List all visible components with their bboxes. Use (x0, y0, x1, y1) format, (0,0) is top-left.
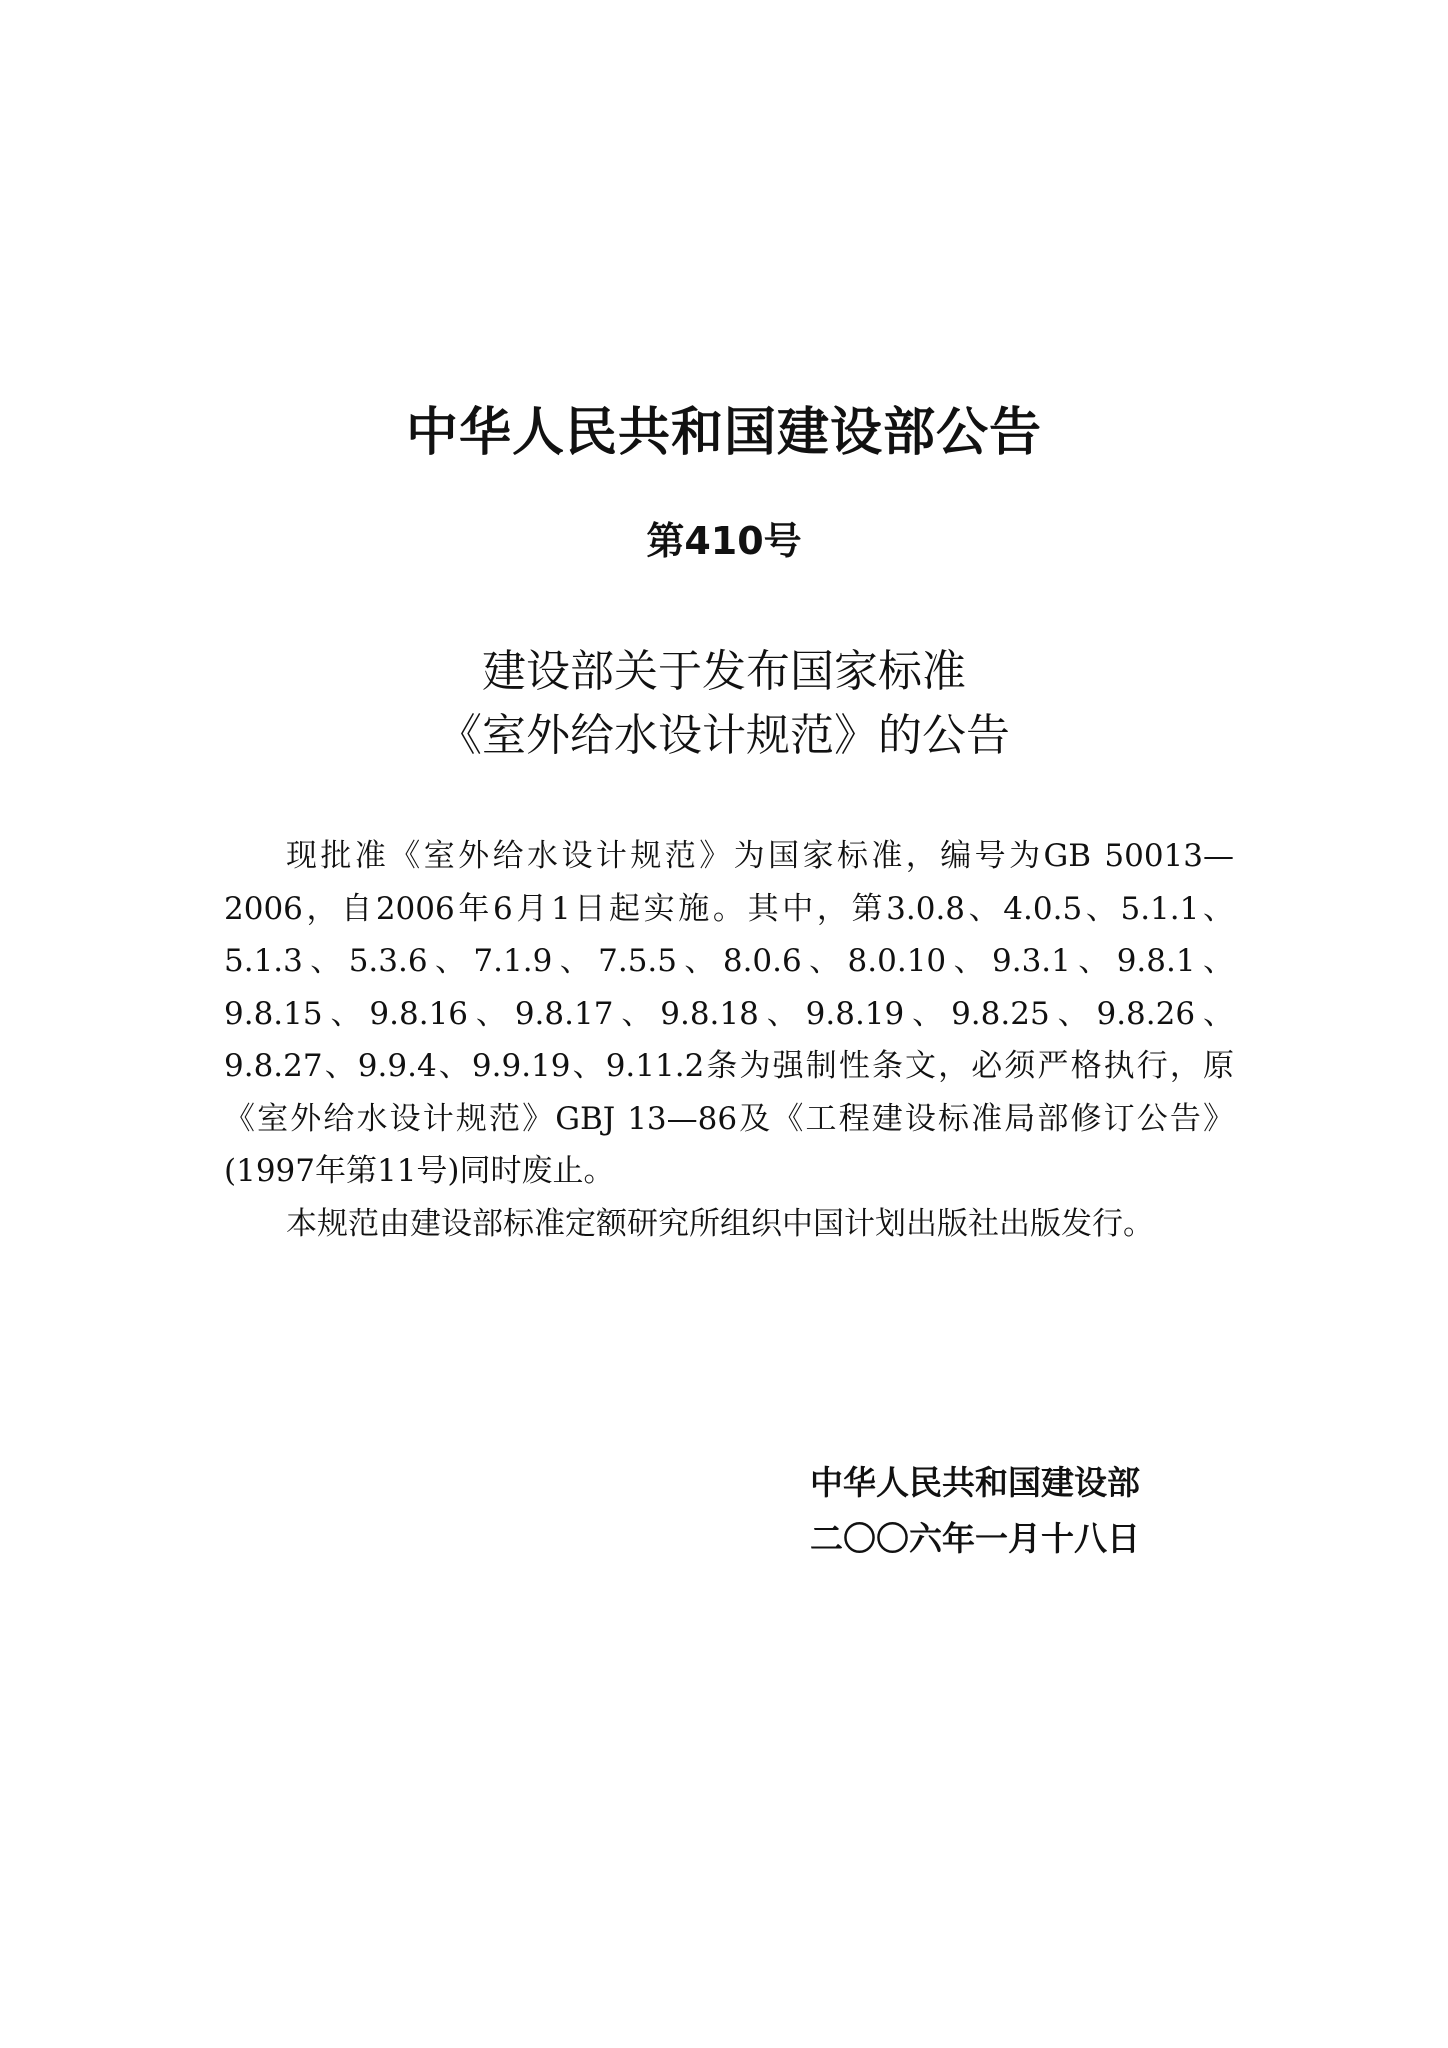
issue-date: 二〇〇六年一月十八日 (810, 1519, 1140, 1558)
page-title: 中华人民共和国建设部公告 (405, 403, 1042, 463)
announcement-number: 第410号 (646, 519, 802, 563)
announcement-body (224, 830, 1234, 1250)
issuer-name: 中华人民共和国建设部 (810, 1463, 1140, 1502)
body-paragraph-1: 现批准《室外给水设计规范》为国家标准，编号为GB 50013—2006，自2006年6月1日起实施。其中，第3.0.8、4.0.5、5.1.1、5.1.3、5.3.6、7.1.9、7.5.5、8.0.6、8.0.10、9.3.1、9.8.1、9.8.15、9.8.16、9.8.17、9.8.18、9.8.19、9.8.25、9.8.26、9.8.27、9.9.4、9.9.19、9.11.2条为强制性条文，必须严格执行，原《室外给水设计规范》GBJ 13—86及《工程建设标准局部修订公告》(1997年第11号)同时废止。 (224, 838, 1234, 1189)
subtitle-line-2: 《室外给水设计规范》的公告 (438, 710, 1010, 761)
announcement-subtitle (0, 640, 1448, 768)
signature-block (810, 1455, 1140, 1567)
subtitle-line-1: 建设部关于发布国家标准 (482, 646, 966, 697)
body-paragraph-2: 本规范由建设部标准定额研究所组织中国计划出版社出版发行。 (286, 1205, 1154, 1242)
